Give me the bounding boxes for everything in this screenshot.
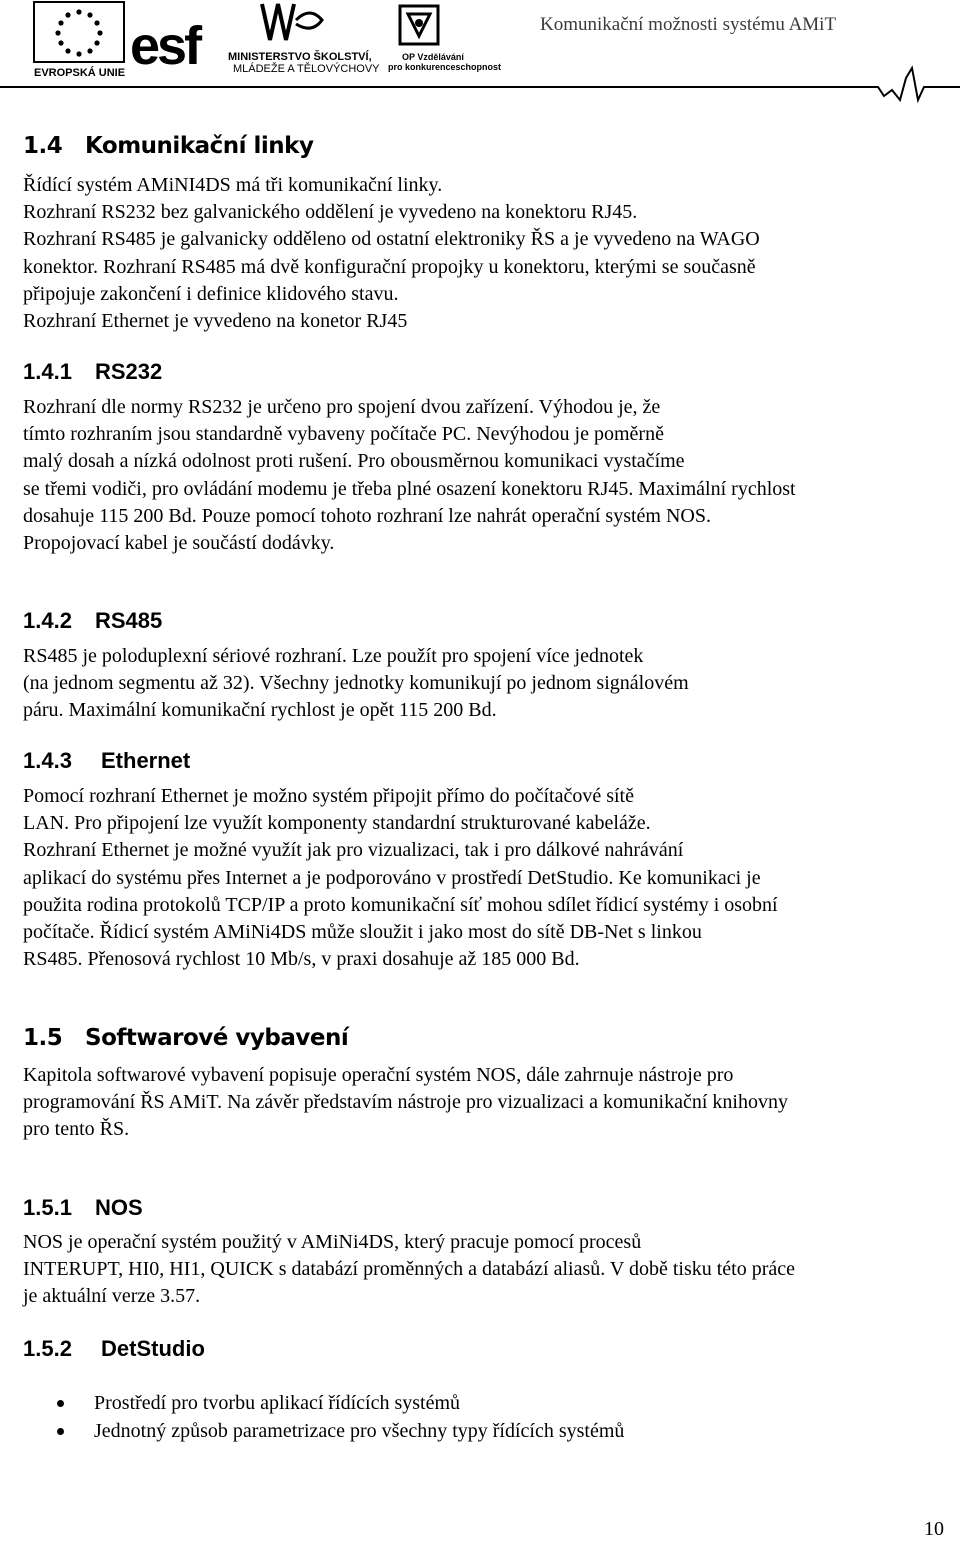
text-line: NOS je operační systém použitý v AMiNi4DS, který pracuje pomocí procesů — [23, 1231, 642, 1253]
bullet-dot-icon — [57, 1400, 64, 1407]
text-line: RS485. Přenosová rychlost 10 Mb/s, v praxi dosahuje až 185 000 Bd. — [23, 948, 580, 971]
paragraph-1-4-3 — [23, 783, 938, 973]
bullet-dot-icon — [57, 1428, 64, 1435]
section-number: 1.4 — [23, 133, 63, 159]
text-line: počítače. Řídicí systém AMiNi4DS může sloužit i jako most do sítě DB-Net s linkou — [23, 920, 702, 943]
paragraph-1-4 — [23, 172, 938, 335]
esf-logo-text: esf — [130, 16, 200, 76]
text-line: připojuje zakončení i definice klidového stavu. — [23, 282, 399, 305]
section-heading-1-4 — [23, 133, 313, 159]
paragraph-1-4-2 — [23, 643, 938, 725]
text-line: Řídící systém AMiNI4DS má tři komunikační linky. — [23, 174, 443, 196]
text-line: je aktuální verze 3.57. — [23, 1285, 201, 1308]
text-line: se třemi vodiči, pro ovládání modemu je třeba plné osazení konektoru RJ45. Maximální rychlost — [23, 477, 796, 500]
section-number: 1.5 — [23, 1025, 63, 1051]
text-line: Rozhraní RS232 bez galvanického oddělení je vyvedeno na konektoru RJ45. — [23, 201, 638, 224]
section-number: 1.4.1 — [23, 359, 72, 384]
text-line: (na jednom segmentu až 32). Všechny jednotky komunikují po jednom signálovém — [23, 672, 689, 695]
paragraph-1-5 — [23, 1062, 938, 1144]
list-item-text: Jednotný způsob parametrizace pro všechny typy řídících systémů — [94, 1420, 625, 1442]
section-title: RS232 — [95, 359, 163, 384]
op-logo-line2: pro konkurenceschopnost — [388, 62, 502, 72]
text-line: použita rodina protokolů TCP/IP a proto komunikační síť mohou sdílet řídicí systémy i osobní — [23, 893, 778, 916]
text-line: Rozhraní Ethernet je možné využít jak pro vizualizaci, tak i pro dálkové nahrávání — [23, 839, 684, 862]
paragraph-1-5-1 — [23, 1229, 938, 1311]
page-number: 10 — [924, 1518, 944, 1540]
section-heading-1-5-1 — [23, 1195, 143, 1221]
text-line: INTERUPT, HI0, HI1, QUICK s databází proměnných a databází aliasů. V době tisku této práce — [23, 1258, 796, 1281]
section-number: 1.5.1 — [23, 1195, 72, 1220]
section-heading-1-5 — [23, 1025, 348, 1051]
text-line: pro tento ŘS. — [23, 1118, 130, 1141]
section-heading-1-4-2 — [23, 608, 162, 634]
text-line: malý dosah a nízká odolnost proti rušení. Pro obousměrnou komunikaci vystačíme — [23, 450, 685, 473]
text-line: Propojovací kabel je součástí dodávky. — [23, 531, 335, 554]
op-logo-line1: OP Vzdělávání — [402, 52, 464, 62]
header-title: Komunikační možnosti systému AMiT — [540, 14, 837, 35]
bullet-list-detstudio — [57, 1389, 624, 1445]
text-line: programování ŘS AMiT. Na závěr představím nástroje pro vizualizaci a komunikační knihovny — [23, 1091, 788, 1114]
section-title: RS485 — [95, 608, 163, 633]
text-line: Rozhraní dle normy RS232 je určeno pro spojení dvou zařízení. Výhodou je, že — [23, 396, 661, 418]
header-ecg-rule — [0, 60, 960, 110]
list-item-text: Prostředí pro tvorbu aplikací řídících systémů — [94, 1392, 461, 1414]
section-title: DetStudio — [101, 1336, 205, 1361]
text-line: Kapitola softwarové vybavení popisuje operační systém NOS, dále zahrnuje nástroje pro — [23, 1064, 734, 1086]
section-title: Komunikační linky — [85, 133, 314, 159]
paragraph-1-4-1 — [23, 394, 938, 557]
text-line: Pomocí rozhraní Ethernet je možno systém připojit přímo do počítačové sítě — [23, 785, 634, 807]
section-number: 1.4.3 — [23, 748, 72, 773]
section-heading-1-5-2 — [23, 1336, 205, 1362]
list-item — [57, 1389, 624, 1417]
text-line: Rozhraní RS485 je galvanicky odděleno od ostatní elektroniky ŘS a je vyvedeno na WAGO — [23, 228, 760, 251]
section-title: Ethernet — [101, 748, 191, 773]
list-item — [57, 1417, 624, 1445]
section-heading-1-4-3 — [23, 748, 190, 774]
text-line: tímto rozhraním jsou standardně vybaveny počítače PC. Nevýhodou je poměrně — [23, 423, 664, 446]
text-line: Rozhraní Ethernet je vyvedeno na konetor RJ45 — [23, 309, 408, 332]
text-line: aplikací do systému přes Internet a je podporováno v prostředí DetStudio. Ke komunikaci je — [23, 866, 761, 889]
section-title: Softwarové vybavení — [85, 1025, 349, 1051]
section-number: 1.4.2 — [23, 608, 72, 633]
eu-logo-text: EVROPSKÁ UNIE — [34, 67, 126, 79]
section-heading-1-4-1 — [23, 359, 162, 385]
section-number: 1.5.2 — [23, 1336, 72, 1361]
section-title: NOS — [95, 1195, 143, 1220]
text-line: RS485 je poloduplexní sériové rozhraní. Lze použít pro spojení více jednotek — [23, 645, 644, 667]
text-line: LAN. Pro připojení lze využít komponenty standardní strukturované kabeláže. — [23, 812, 651, 835]
text-line: páru. Maximální komunikační rychlost je opět 115 200 Bd. — [23, 699, 497, 722]
msmt-logo-line1: MINISTERSTVO ŠKOLSTVÍ, — [228, 51, 372, 63]
text-line: dosahuje 115 200 Bd. Pouze pomocí tohoto rozhraní lze nahrát operační systém NOS. — [23, 504, 711, 527]
text-line: konektor. Rozhraní RS485 má dvě konfigurační propojky u konektoru, kterými se současně — [23, 255, 756, 278]
msmt-logo-line2: MLÁDEŽE A TĚLOVÝCHOVY — [233, 63, 380, 75]
